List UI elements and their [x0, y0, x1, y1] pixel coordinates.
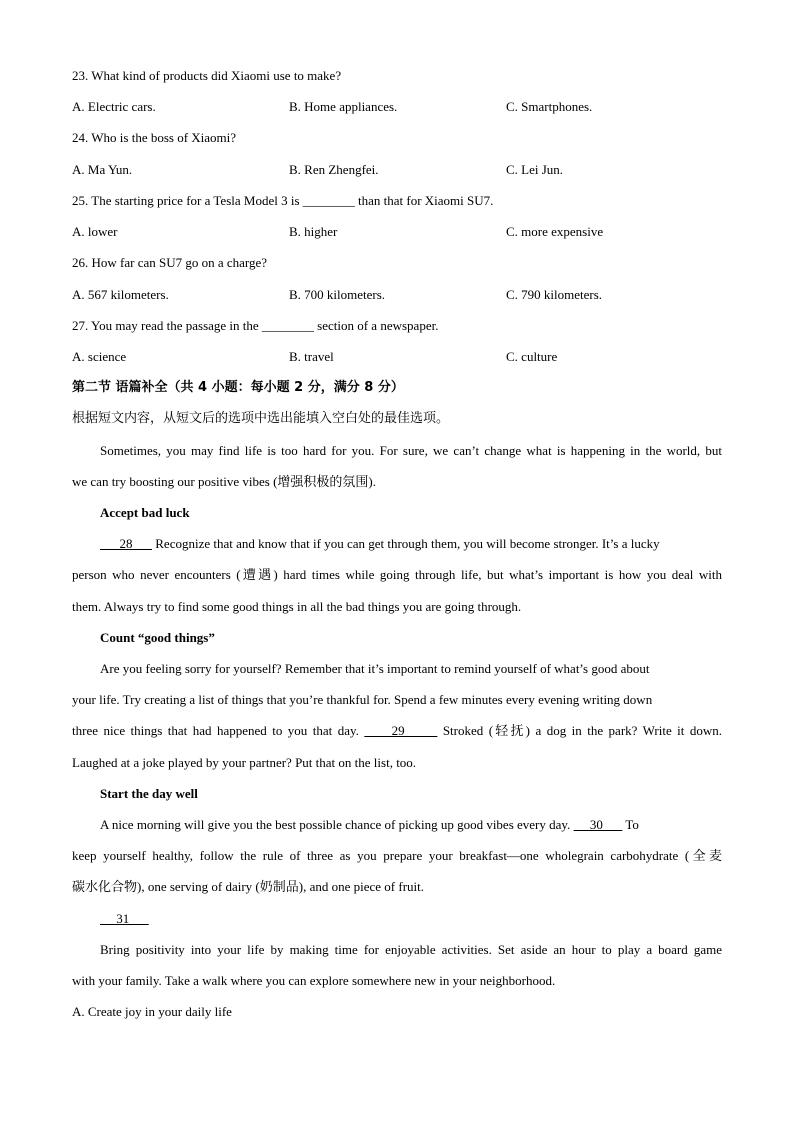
answer-option-a: A. Create joy in your daily life: [72, 1004, 232, 1019]
paragraph-3-line-1-pre: A nice morning will give you the best possible chance of picking up good vibes every day.: [100, 817, 574, 832]
question-24-option-a: A. Ma Yun.: [72, 162, 133, 177]
section-instruction: 根据短文内容，从短文后的选项中选出能填入空白处的最佳选项。: [72, 411, 450, 426]
question-27-option-c: C. culture: [506, 349, 558, 364]
question-24-option-c: C. Lei Jun.: [506, 162, 564, 177]
subheading-accept-bad-luck: Accept bad luck: [100, 505, 190, 520]
question-26-option-b: B. 700 kilometers.: [289, 287, 386, 302]
subheading-start-the-day-well: Start the day well: [100, 786, 198, 801]
subheading-count-good-things: Count “good things”: [100, 630, 215, 645]
question-24-stem: 24. Who is the boss of Xiaomi?: [72, 130, 237, 145]
question-23-option-b: B. Home appliances.: [289, 99, 398, 114]
blank-31: 31: [100, 911, 149, 926]
question-26-option-c: C. 790 kilometers.: [506, 287, 603, 302]
paragraph-2-line-2: your life. Try creating a list of things that you’re thankful for. Spend a few minutes every evening writing down: [72, 692, 653, 707]
question-23-stem: 23. What kind of products did Xiaomi use to make?: [72, 68, 342, 83]
question-25-option-a: A. lower: [72, 224, 118, 239]
paragraph-1-line-1-text: Recognize that and know that if you can get through them, you will become stronger. It’s a lucky: [152, 536, 660, 551]
blank-29: 29: [364, 723, 438, 738]
paragraph-1-line-2: person who never encounters (遭遇) hard times while going through life, but what’s important is how you deal with: [72, 567, 722, 582]
question-27-stem: 27. You may read the passage in the ________ section of a newspaper.: [72, 318, 439, 333]
question-24-option-b: B. Ren Zhengfei.: [289, 162, 379, 177]
intro-line-2: we can try boosting our positive vibes (增强积极的氛围).: [72, 474, 377, 489]
paragraph-2-line-3-post: Stroked (轻抚) a dog in the park? Write it down.: [437, 723, 722, 738]
question-25-option-b: B. higher: [289, 224, 338, 239]
paragraph-3-line-3: 碳水化合物), one serving of dairy (奶制品), and one piece of fruit.: [72, 879, 424, 894]
paragraph-2-line-3-pre: three nice things that had happened to you that day.: [72, 723, 365, 738]
paragraph-2-line-4: Laughed at a joke played by your partner? Put that on the list, too.: [72, 755, 417, 770]
paragraph-2-line-3: [72, 723, 722, 739]
section-heading: 第二节 语篇补全（共 4 小题：每小题 2 分，满分 8 分）: [72, 380, 404, 395]
paragraph-3-line-1-post: To: [622, 817, 639, 832]
paragraph-1-line-3: them. Always try to find some good things in all the bad things you are going through.: [72, 599, 522, 614]
question-25-option-c: C. more expensive: [506, 224, 604, 239]
paragraph-1-line-1: [100, 536, 660, 552]
question-26-stem: 26. How far can SU7 go on a charge?: [72, 255, 268, 270]
question-27-option-b: B. travel: [289, 349, 334, 364]
paragraph-4-line-1: [100, 911, 149, 927]
paragraph-2-line-1: Are you feeling sorry for yourself? Remember that it’s important to remind yourself of what’s good about: [100, 661, 650, 676]
question-26-option-a: A. 567 kilometers.: [72, 287, 169, 302]
paragraph-3-line-2: keep yourself healthy, follow the rule of three as you prepare your breakfast—one wholegrain carbohydrate (全麦: [72, 848, 722, 863]
blank-30: 30: [573, 817, 623, 832]
question-25-stem: 25. The starting price for a Tesla Model 3 is ________ than that for Xiaomi SU7.: [72, 193, 494, 208]
paragraph-3-line-1: [100, 817, 639, 833]
intro-line-1: Sometimes, you may find life is too hard for you. For sure, we can’t change what is happening in the world, but: [100, 443, 722, 458]
question-23-option-a: A. Electric cars.: [72, 99, 156, 114]
blank-28: 28: [100, 536, 152, 551]
paragraph-5-line-2: with your family. Take a walk where you can explore somewhere new in your neighborhood.: [72, 973, 556, 988]
question-27-option-a: A. science: [72, 349, 127, 364]
paragraph-5-line-1: Bring positivity into your life by making time for enjoyable activities. Set aside an hour to play a board game: [100, 942, 722, 957]
question-23-option-c: C. Smartphones.: [506, 99, 593, 114]
